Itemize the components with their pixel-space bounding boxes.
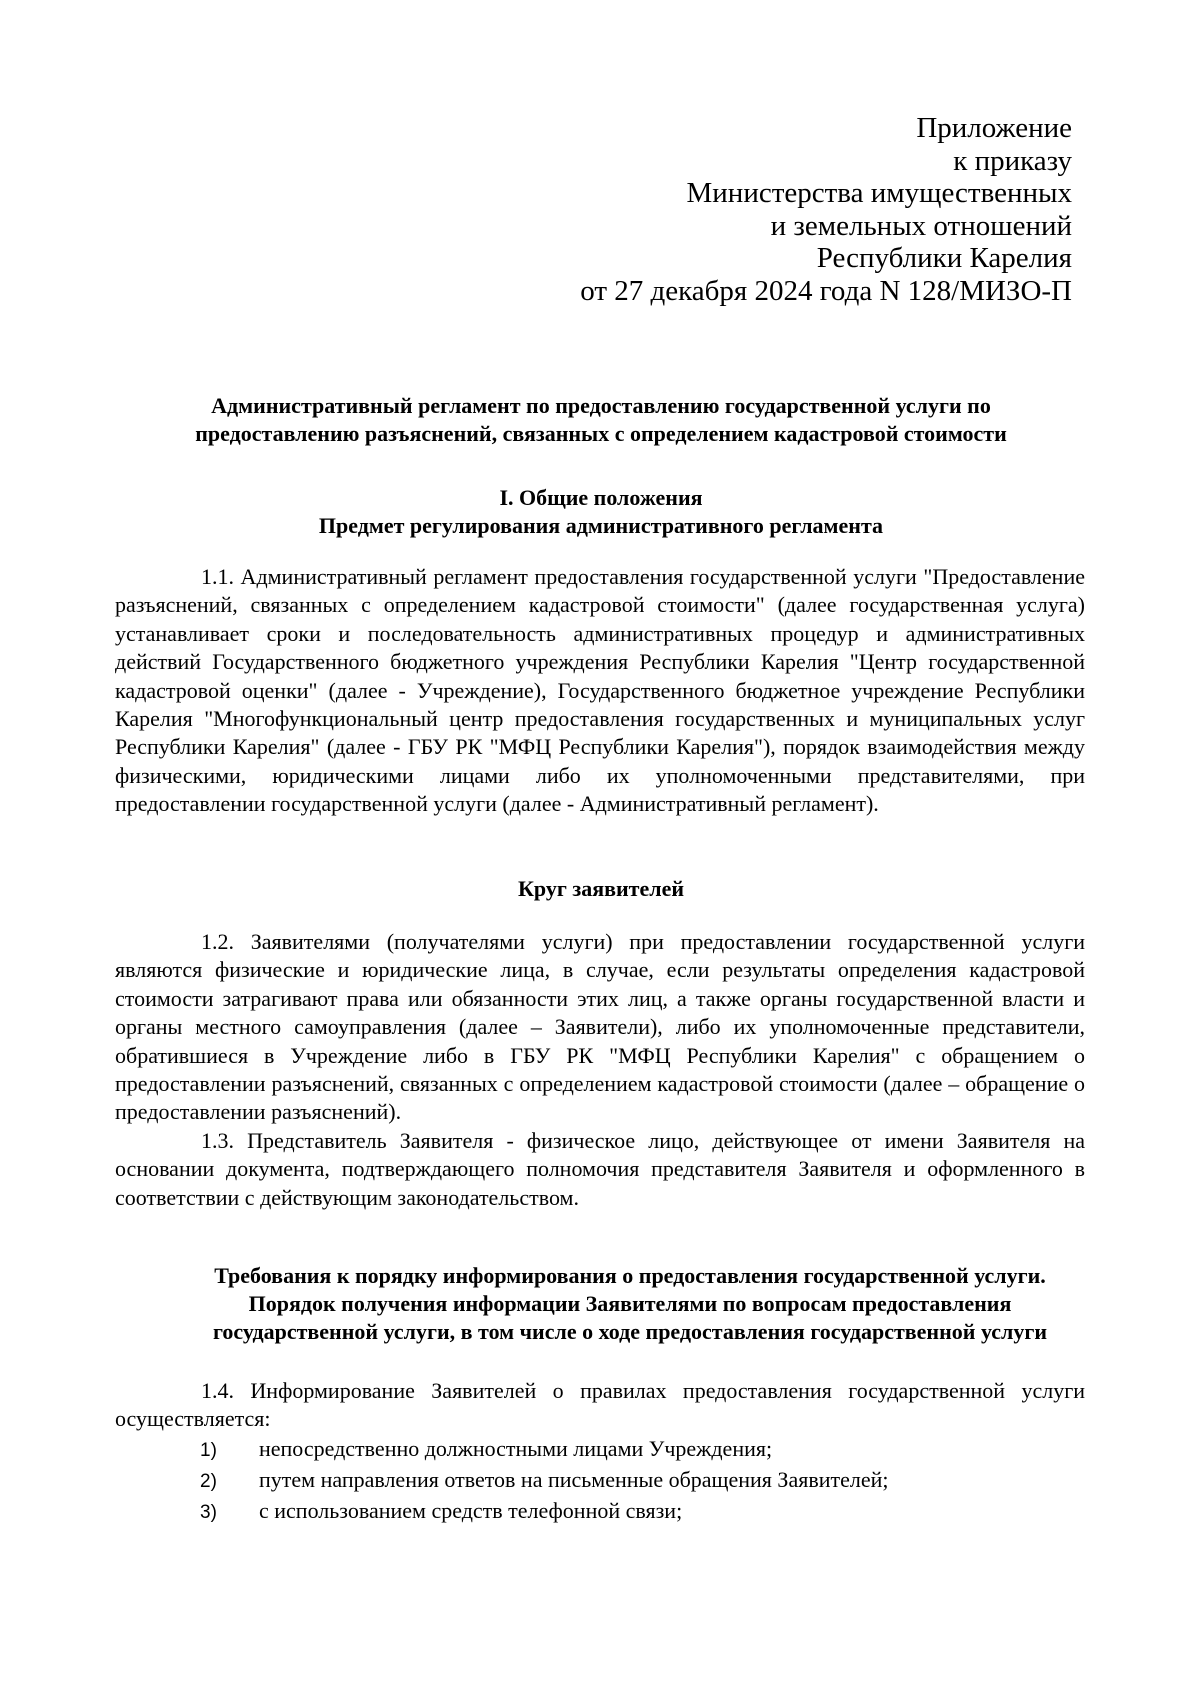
appendix-line: от 27 декабря 2024 года N 128/МИЗО-П xyxy=(580,274,1072,307)
appendix-line: Приложение xyxy=(916,112,1072,144)
info-methods-list xyxy=(200,1434,1080,1527)
list-item xyxy=(200,1465,1080,1496)
document-title-line: предоставлению разъяснений, связанных с определением кадастровой стоимости xyxy=(195,421,1007,446)
list-item-text: с использованием средств телефонной связи; xyxy=(259,1498,683,1523)
list-item-text: путем направления ответов на письменные обращения Заявителей; xyxy=(259,1467,889,1492)
list-item xyxy=(200,1496,1080,1527)
section-subheading: Предмет регулирования административного регламента xyxy=(318,513,884,538)
list-item xyxy=(200,1434,1080,1465)
list-item-number: 1) xyxy=(200,1440,217,1461)
section-heading-line: I. Общие положения xyxy=(499,485,703,510)
appendix-line: Министерства имущественных xyxy=(686,177,1072,209)
info-heading-line: Порядок получения информации Заявителями по вопросам предоставления xyxy=(248,1291,1012,1316)
appendix-line: Республики Карелия xyxy=(816,242,1072,274)
list-item-number: 2) xyxy=(200,1471,217,1492)
paragraph-1-3: 1.3. Представитель Заявителя - физическое лицо, действующее от имени Заявителя на основании документа, подтверждающего полномочия представителя Заявителя и оформленного в соответствии с действующим законодательством. xyxy=(115,1128,1085,1210)
info-heading-line: государственной услуги, в том числе о ходе предоставления государственной услуги xyxy=(212,1319,1048,1344)
applicants-heading: Круг заявителей xyxy=(517,876,685,901)
document-title-line: Административный регламент по предоставлению государственной услуги по xyxy=(211,393,991,418)
section-heading xyxy=(115,484,1087,540)
paragraph-1-2: 1.2. Заявителями (получателями услуги) при предоставлении государственной услуги являются физические и юридические лица, в случае, если результаты определения кадастровой стоимости затрагивают права или обязанности этих лиц, а также органы государственной власти и органы местного самоуправления (далее – Заявители), либо их уполномоченные представители, обратившиеся в Учреждение либо в ГБУ РК "МФЦ Республики Карелия" с обращением о предоставлении разъяснений, связанных с определением кадастровой стоимости (далее – обращение о предоставлении разъяснений). xyxy=(115,929,1085,1125)
info-heading xyxy=(130,1262,1130,1346)
paragraph-1-1: 1.1. Административный регламент предоставления государственной услуги "Предоставление разъяснений, связанных с определением кадастровой стоимости" (далее государственная услуга) устанавливает сроки и последовательность административных процедур и административных действий Государственного бюджетного учреждения Республики Карелия "Центр государственной кадастровой оценки" (далее - Учреждение), Государственного бюджетное учреждение Республики Карелия "Многофункциональный центр предоставления государственных и муниципальных услуг Республики Карелия" (далее - ГБУ РК "МФЦ Республики Карелия"), порядок взаимодействия между физическими, юридическими лицами либо их уполномоченными представителями, при предоставлении государственной услуги (далее - Административный регламент). xyxy=(115,564,1085,817)
appendix-line: к приказу xyxy=(953,144,1072,177)
paragraph-1-4: 1.4. Информирование Заявителей о правилах предоставления государственной услуги осуществляется: xyxy=(115,1378,1085,1432)
document-title xyxy=(115,392,1087,448)
appendix-line: и земельных отношений xyxy=(770,209,1072,242)
info-heading-line: Требования к порядку информирования о предоставления государственной услуги. xyxy=(214,1263,1046,1288)
list-item-text: непосредственно должностными лицами Учреждения; xyxy=(259,1436,773,1461)
appendix-block xyxy=(580,112,1072,307)
list-item-number: 3) xyxy=(200,1502,217,1523)
